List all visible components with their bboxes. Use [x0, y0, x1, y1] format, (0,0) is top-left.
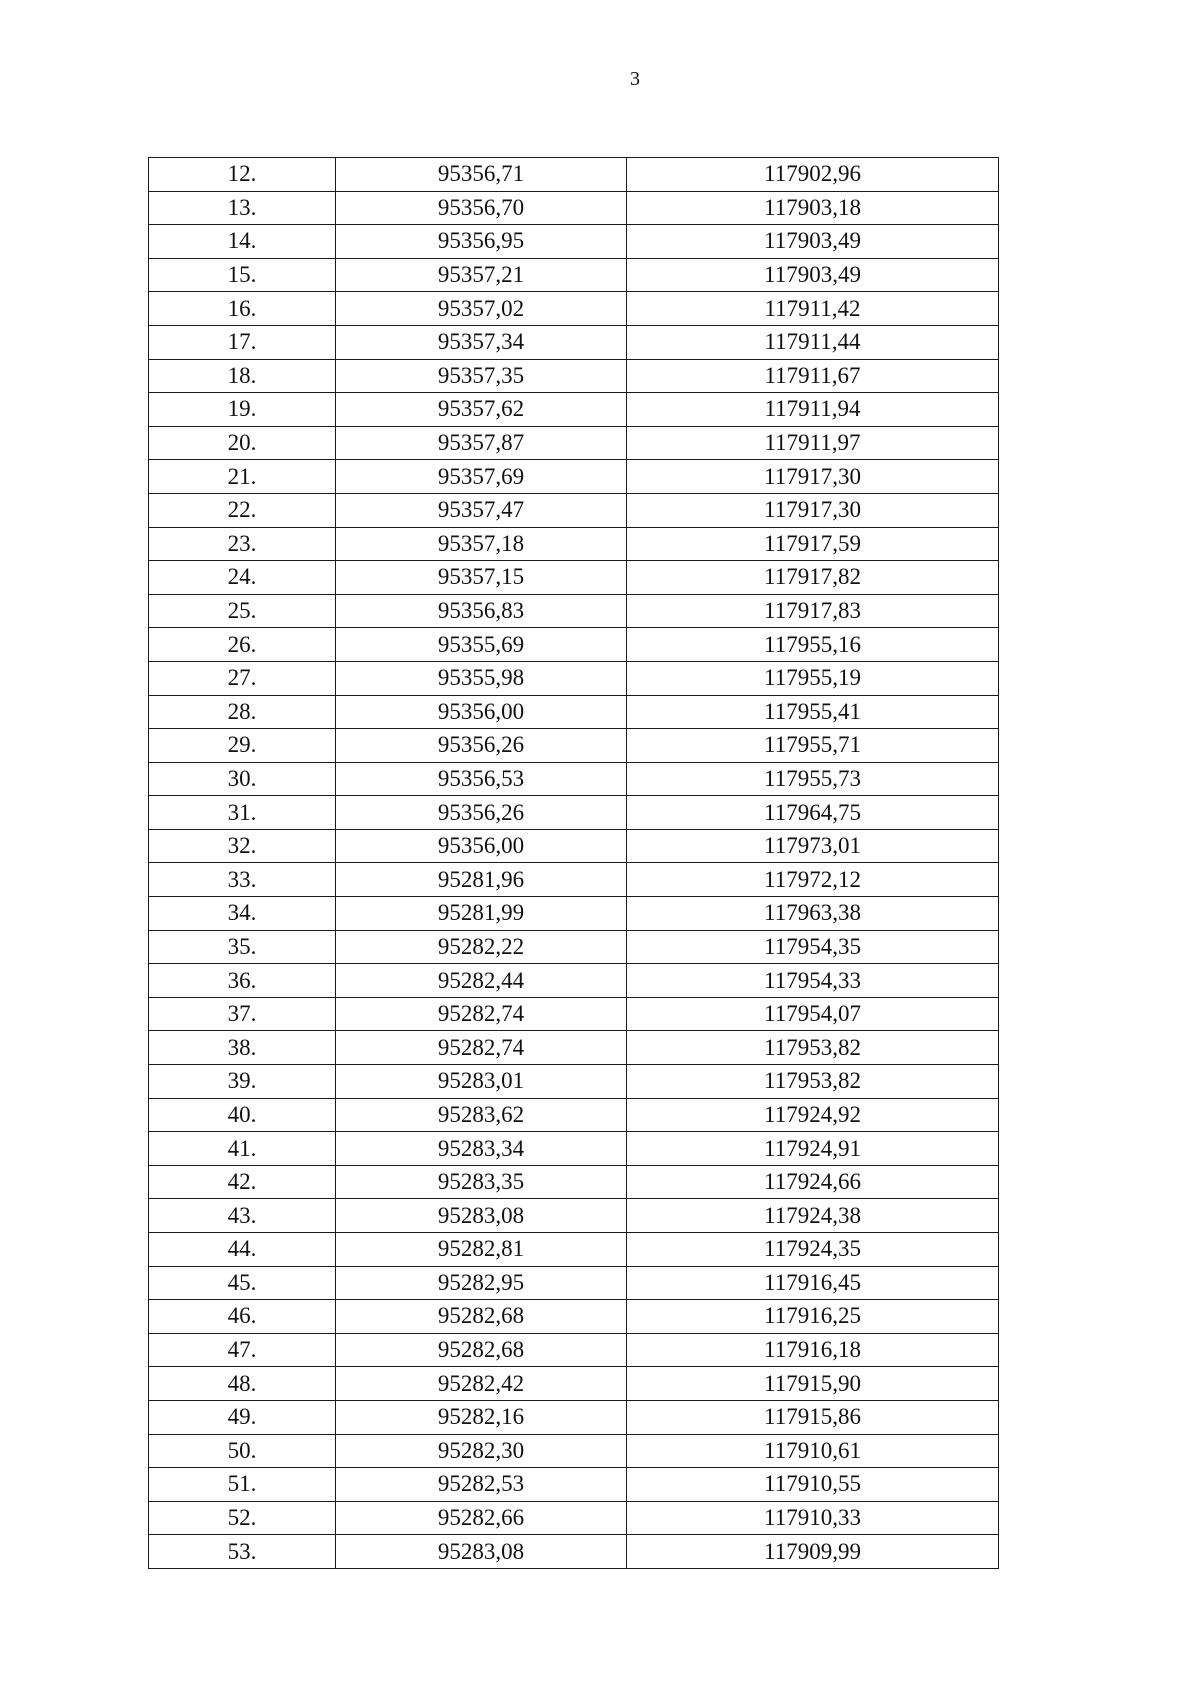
x-coordinate-cell: 95283,62 [336, 1098, 627, 1132]
point-number-cell: 47. [149, 1333, 336, 1367]
y-coordinate-cell: 117955,71 [627, 729, 999, 763]
table-row [149, 829, 999, 863]
point-number-cell: 16. [149, 292, 336, 326]
x-coordinate-cell: 95283,35 [336, 1165, 627, 1199]
point-number-cell: 28. [149, 695, 336, 729]
x-coordinate-cell: 95283,08 [336, 1535, 627, 1569]
point-number-cell: 13. [149, 191, 336, 225]
y-coordinate-cell: 117972,12 [627, 863, 999, 897]
x-coordinate-cell: 95283,34 [336, 1132, 627, 1166]
x-coordinate-cell: 95357,21 [336, 258, 627, 292]
table-row [149, 292, 999, 326]
point-number-cell: 39. [149, 1065, 336, 1099]
x-coordinate-cell: 95282,53 [336, 1468, 627, 1502]
table-row [149, 695, 999, 729]
y-coordinate-cell: 117916,45 [627, 1266, 999, 1300]
point-number-cell: 46. [149, 1300, 336, 1334]
point-number-cell: 20. [149, 426, 336, 460]
table-row [149, 1233, 999, 1267]
y-coordinate-cell: 117911,97 [627, 426, 999, 460]
table-row [149, 1501, 999, 1535]
y-coordinate-cell: 117915,90 [627, 1367, 999, 1401]
x-coordinate-cell: 95282,16 [336, 1400, 627, 1434]
y-coordinate-cell: 117903,49 [627, 225, 999, 259]
table-row [149, 863, 999, 897]
y-coordinate-cell: 117917,82 [627, 561, 999, 595]
point-number-cell: 18. [149, 359, 336, 393]
table-row [149, 460, 999, 494]
table-row [149, 225, 999, 259]
y-coordinate-cell: 117955,73 [627, 762, 999, 796]
point-number-cell: 12. [149, 158, 336, 192]
table-row [149, 897, 999, 931]
point-number-cell: 45. [149, 1266, 336, 1300]
table-row [149, 1300, 999, 1334]
table-row [149, 796, 999, 830]
point-number-cell: 38. [149, 1031, 336, 1065]
coordinates-table-body [149, 158, 999, 1569]
x-coordinate-cell: 95282,81 [336, 1233, 627, 1267]
point-number-cell: 34. [149, 897, 336, 931]
x-coordinate-cell: 95282,42 [336, 1367, 627, 1401]
y-coordinate-cell: 117911,42 [627, 292, 999, 326]
table-row [149, 258, 999, 292]
x-coordinate-cell: 95357,15 [336, 561, 627, 595]
y-coordinate-cell: 117917,83 [627, 594, 999, 628]
table-row [149, 191, 999, 225]
y-coordinate-cell: 117964,75 [627, 796, 999, 830]
point-number-cell: 52. [149, 1501, 336, 1535]
table-row [149, 1199, 999, 1233]
table-row [149, 762, 999, 796]
table-row [149, 561, 999, 595]
point-number-cell: 23. [149, 527, 336, 561]
x-coordinate-cell: 95282,74 [336, 997, 627, 1031]
x-coordinate-cell: 95283,08 [336, 1199, 627, 1233]
point-number-cell: 25. [149, 594, 336, 628]
table-row [149, 426, 999, 460]
y-coordinate-cell: 117954,33 [627, 964, 999, 998]
table-row [149, 1165, 999, 1199]
y-coordinate-cell: 117973,01 [627, 829, 999, 863]
point-number-cell: 40. [149, 1098, 336, 1132]
table-row [149, 1535, 999, 1569]
table-row [149, 1065, 999, 1099]
table-row [149, 158, 999, 192]
x-coordinate-cell: 95356,26 [336, 729, 627, 763]
x-coordinate-cell: 95281,96 [336, 863, 627, 897]
point-number-cell: 44. [149, 1233, 336, 1267]
y-coordinate-cell: 117910,61 [627, 1434, 999, 1468]
y-coordinate-cell: 117903,49 [627, 258, 999, 292]
table-row [149, 1468, 999, 1502]
y-coordinate-cell: 117924,92 [627, 1098, 999, 1132]
y-coordinate-cell: 117924,38 [627, 1199, 999, 1233]
table-row [149, 1434, 999, 1468]
y-coordinate-cell: 117911,44 [627, 325, 999, 359]
table-row [149, 1266, 999, 1300]
page-number: 3 [630, 68, 640, 90]
point-number-cell: 36. [149, 964, 336, 998]
y-coordinate-cell: 117924,66 [627, 1165, 999, 1199]
y-coordinate-cell: 117954,35 [627, 930, 999, 964]
x-coordinate-cell: 95357,69 [336, 460, 627, 494]
table-row [149, 493, 999, 527]
point-number-cell: 22. [149, 493, 336, 527]
table-row [149, 1031, 999, 1065]
x-coordinate-cell: 95356,26 [336, 796, 627, 830]
x-coordinate-cell: 95357,35 [336, 359, 627, 393]
x-coordinate-cell: 95356,95 [336, 225, 627, 259]
x-coordinate-cell: 95283,01 [336, 1065, 627, 1099]
table-row [149, 729, 999, 763]
point-number-cell: 29. [149, 729, 336, 763]
y-coordinate-cell: 117924,91 [627, 1132, 999, 1166]
y-coordinate-cell: 117916,25 [627, 1300, 999, 1334]
x-coordinate-cell: 95357,47 [336, 493, 627, 527]
y-coordinate-cell: 117902,96 [627, 158, 999, 192]
y-coordinate-cell: 117955,41 [627, 695, 999, 729]
y-coordinate-cell: 117916,18 [627, 1333, 999, 1367]
table-row [149, 325, 999, 359]
y-coordinate-cell: 117917,30 [627, 460, 999, 494]
point-number-cell: 19. [149, 393, 336, 427]
point-number-cell: 35. [149, 930, 336, 964]
table-row [149, 661, 999, 695]
x-coordinate-cell: 95282,74 [336, 1031, 627, 1065]
y-coordinate-cell: 117953,82 [627, 1065, 999, 1099]
x-coordinate-cell: 95282,22 [336, 930, 627, 964]
x-coordinate-cell: 95356,00 [336, 829, 627, 863]
x-coordinate-cell: 95355,98 [336, 661, 627, 695]
table-row [149, 997, 999, 1031]
point-number-cell: 14. [149, 225, 336, 259]
y-coordinate-cell: 117955,16 [627, 628, 999, 662]
table-row [149, 930, 999, 964]
x-coordinate-cell: 95357,18 [336, 527, 627, 561]
x-coordinate-cell: 95282,44 [336, 964, 627, 998]
y-coordinate-cell: 117963,38 [627, 897, 999, 931]
x-coordinate-cell: 95282,68 [336, 1333, 627, 1367]
point-number-cell: 37. [149, 997, 336, 1031]
point-number-cell: 15. [149, 258, 336, 292]
point-number-cell: 21. [149, 460, 336, 494]
table-row [149, 628, 999, 662]
table-row [149, 964, 999, 998]
y-coordinate-cell: 117903,18 [627, 191, 999, 225]
x-coordinate-cell: 95357,34 [336, 325, 627, 359]
y-coordinate-cell: 117911,94 [627, 393, 999, 427]
x-coordinate-cell: 95356,70 [336, 191, 627, 225]
table-row [149, 527, 999, 561]
x-coordinate-cell: 95282,30 [336, 1434, 627, 1468]
point-number-cell: 17. [149, 325, 336, 359]
x-coordinate-cell: 95356,71 [336, 158, 627, 192]
table-row [149, 393, 999, 427]
x-coordinate-cell: 95356,00 [336, 695, 627, 729]
y-coordinate-cell: 117953,82 [627, 1031, 999, 1065]
point-number-cell: 31. [149, 796, 336, 830]
coordinates-table [148, 157, 999, 1569]
x-coordinate-cell: 95357,02 [336, 292, 627, 326]
x-coordinate-cell: 95356,83 [336, 594, 627, 628]
point-number-cell: 43. [149, 1199, 336, 1233]
x-coordinate-cell: 95355,69 [336, 628, 627, 662]
y-coordinate-cell: 117910,55 [627, 1468, 999, 1502]
y-coordinate-cell: 117954,07 [627, 997, 999, 1031]
x-coordinate-cell: 95282,66 [336, 1501, 627, 1535]
point-number-cell: 26. [149, 628, 336, 662]
x-coordinate-cell: 95282,95 [336, 1266, 627, 1300]
y-coordinate-cell: 117917,59 [627, 527, 999, 561]
point-number-cell: 49. [149, 1400, 336, 1434]
y-coordinate-cell: 117917,30 [627, 493, 999, 527]
x-coordinate-cell: 95357,87 [336, 426, 627, 460]
point-number-cell: 41. [149, 1132, 336, 1166]
point-number-cell: 50. [149, 1434, 336, 1468]
y-coordinate-cell: 117915,86 [627, 1400, 999, 1434]
point-number-cell: 42. [149, 1165, 336, 1199]
point-number-cell: 24. [149, 561, 336, 595]
table-row [149, 1367, 999, 1401]
table-row [149, 1098, 999, 1132]
point-number-cell: 30. [149, 762, 336, 796]
point-number-cell: 48. [149, 1367, 336, 1401]
table-row [149, 1132, 999, 1166]
table-row [149, 359, 999, 393]
point-number-cell: 32. [149, 829, 336, 863]
x-coordinate-cell: 95281,99 [336, 897, 627, 931]
table-row [149, 1333, 999, 1367]
table-row [149, 594, 999, 628]
x-coordinate-cell: 95357,62 [336, 393, 627, 427]
y-coordinate-cell: 117924,35 [627, 1233, 999, 1267]
x-coordinate-cell: 95356,53 [336, 762, 627, 796]
point-number-cell: 53. [149, 1535, 336, 1569]
point-number-cell: 33. [149, 863, 336, 897]
point-number-cell: 27. [149, 661, 336, 695]
y-coordinate-cell: 117909,99 [627, 1535, 999, 1569]
y-coordinate-cell: 117910,33 [627, 1501, 999, 1535]
point-number-cell: 51. [149, 1468, 336, 1502]
table-row [149, 1400, 999, 1434]
x-coordinate-cell: 95282,68 [336, 1300, 627, 1334]
y-coordinate-cell: 117955,19 [627, 661, 999, 695]
y-coordinate-cell: 117911,67 [627, 359, 999, 393]
